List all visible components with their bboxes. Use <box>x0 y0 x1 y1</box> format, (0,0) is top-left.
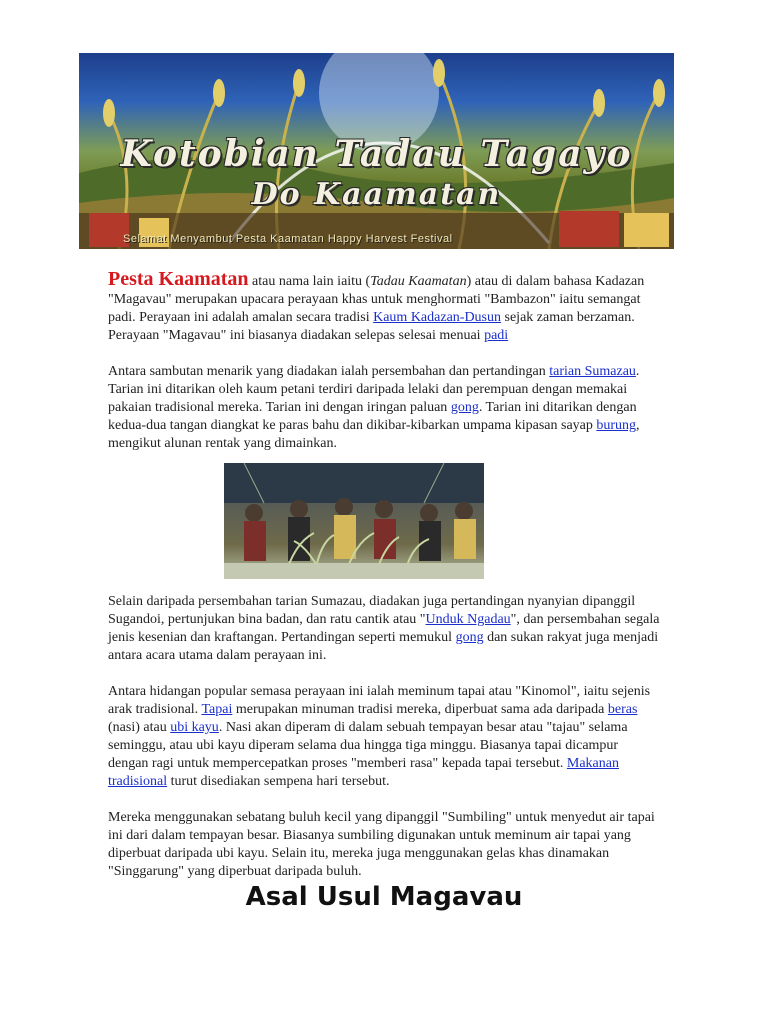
paragraph-5 <box>108 809 660 881</box>
link-kaum-kadazan-dusun[interactable]: Kaum Kadazan-Dusun <box>373 310 502 325</box>
link-tarian-sumazau[interactable]: tarian Sumazau <box>549 364 636 379</box>
link-gong[interactable]: gong <box>455 630 484 645</box>
paragraph-3 <box>108 593 660 665</box>
link-ubi-kayu[interactable]: ubi kayu <box>170 720 219 735</box>
italic-term: Tadau Kaamatan <box>370 274 467 289</box>
link-unduk-ngadau[interactable]: Unduk Ngadau <box>425 612 511 627</box>
text: . Tarian ini ditarikan oleh kaum petani terdiri daripada lelaki dan perempuan dengan memakai pakaian tradisional mereka. Tarian ini dengan iringan paluan <box>108 364 640 415</box>
link-tapai[interactable]: Tapai <box>201 702 233 717</box>
text: . Nasi akan diperam di dalam sebuah tempayan besar atau "tajau" selama seminggu, atau ubi kayu diperam selama dua hingga tiga minggu. Biasanya tapai dicampur dengan ragi untuk mempercepatkan proses "memberi rasa" kepada tapai tersebut. <box>108 720 628 771</box>
banner-title-line1: Kotobian Tadau Tagayo <box>120 133 633 175</box>
link-beras[interactable]: beras <box>607 702 638 717</box>
banner-tagline: Selamat Menyambut Pesta Kaamatan Happy Harvest Festival <box>123 233 453 245</box>
text: atau nama lain iaitu ( <box>248 274 371 289</box>
banner-title-line2: Do Kaamatan <box>251 177 502 212</box>
article-body <box>108 270 660 899</box>
paragraph-4 <box>108 683 660 791</box>
text: merupakan minuman tradisi mereka, diperbuat sama ada daripada <box>232 702 608 717</box>
text: ", dan persembahan segala jenis kesenian dan kraftangan. Pertandingan seperti memukul <box>108 612 660 645</box>
paragraph-2 <box>108 363 660 453</box>
link-padi[interactable]: padi <box>484 328 509 343</box>
text: , mengikut alunan rentak yang dimainkan. <box>108 418 640 451</box>
text: Antara sambutan menarik yang diadakan ialah persembahan dan pertandingan <box>108 364 550 379</box>
paragraph-1 <box>108 270 660 345</box>
link-burung[interactable]: burung <box>596 418 637 433</box>
text: dan sukan rakyat juga menjadi antara acara utama dalam perayaan ini. <box>108 630 659 663</box>
text: turut disediakan sempena hari tersebut. <box>167 774 390 789</box>
text: Mereka menggunakan sebatang buluh kecil yang dipanggil "Sumbiling" untuk menyedut air tapai ini dari dalam tempayan besar. Biasanya sumbiling digunakan untuk meminum air tapai yang diperbuat daripada ubi kayu. Selain itu, mereka juga menggunakan gelas khas dinamakan "Singgarung" yang diperbuat daripada buluh. <box>108 810 655 879</box>
text: (nasi) atau <box>108 720 171 735</box>
text: . Tarian ini ditarikan dengan kedua-dua tangan diangkat ke paras bahu dan dikibar-kibarkan umpama kipasan sayap <box>108 400 637 433</box>
text: Antara hidangan popular semasa perayaan ini ialah meminum tapai atau "Kinomol", iaitu sejenis arak tradisional. <box>108 684 651 717</box>
text: Selain daripada persembahan tarian Sumazau, diadakan juga pertandingan nyanyian dipanggil Sugandoi, pertunjukan bina badan, dan ratu cantik atau " <box>108 594 636 627</box>
link-gong[interactable]: gong <box>450 400 479 415</box>
text: sejak zaman berzaman. Perayaan "Magavau" ini biasanya diadakan selepas selesai menuai <box>108 310 635 343</box>
dancers-photo <box>224 463 484 579</box>
lead-title: Pesta Kaamatan <box>108 268 249 290</box>
link-makanan-tradisional[interactable]: Makanan tradisional <box>108 756 619 789</box>
text: ) atau di dalam bahasa Kadazan "Magavau" merupakan upacara perayaan khas untuk menghormati "Bambazon" iaitu semangat padi. Perayaan ini adalah amalan secara tradisi <box>108 274 645 325</box>
festival-banner <box>79 53 674 249</box>
section-heading: Asal Usul Magavau <box>245 882 523 912</box>
